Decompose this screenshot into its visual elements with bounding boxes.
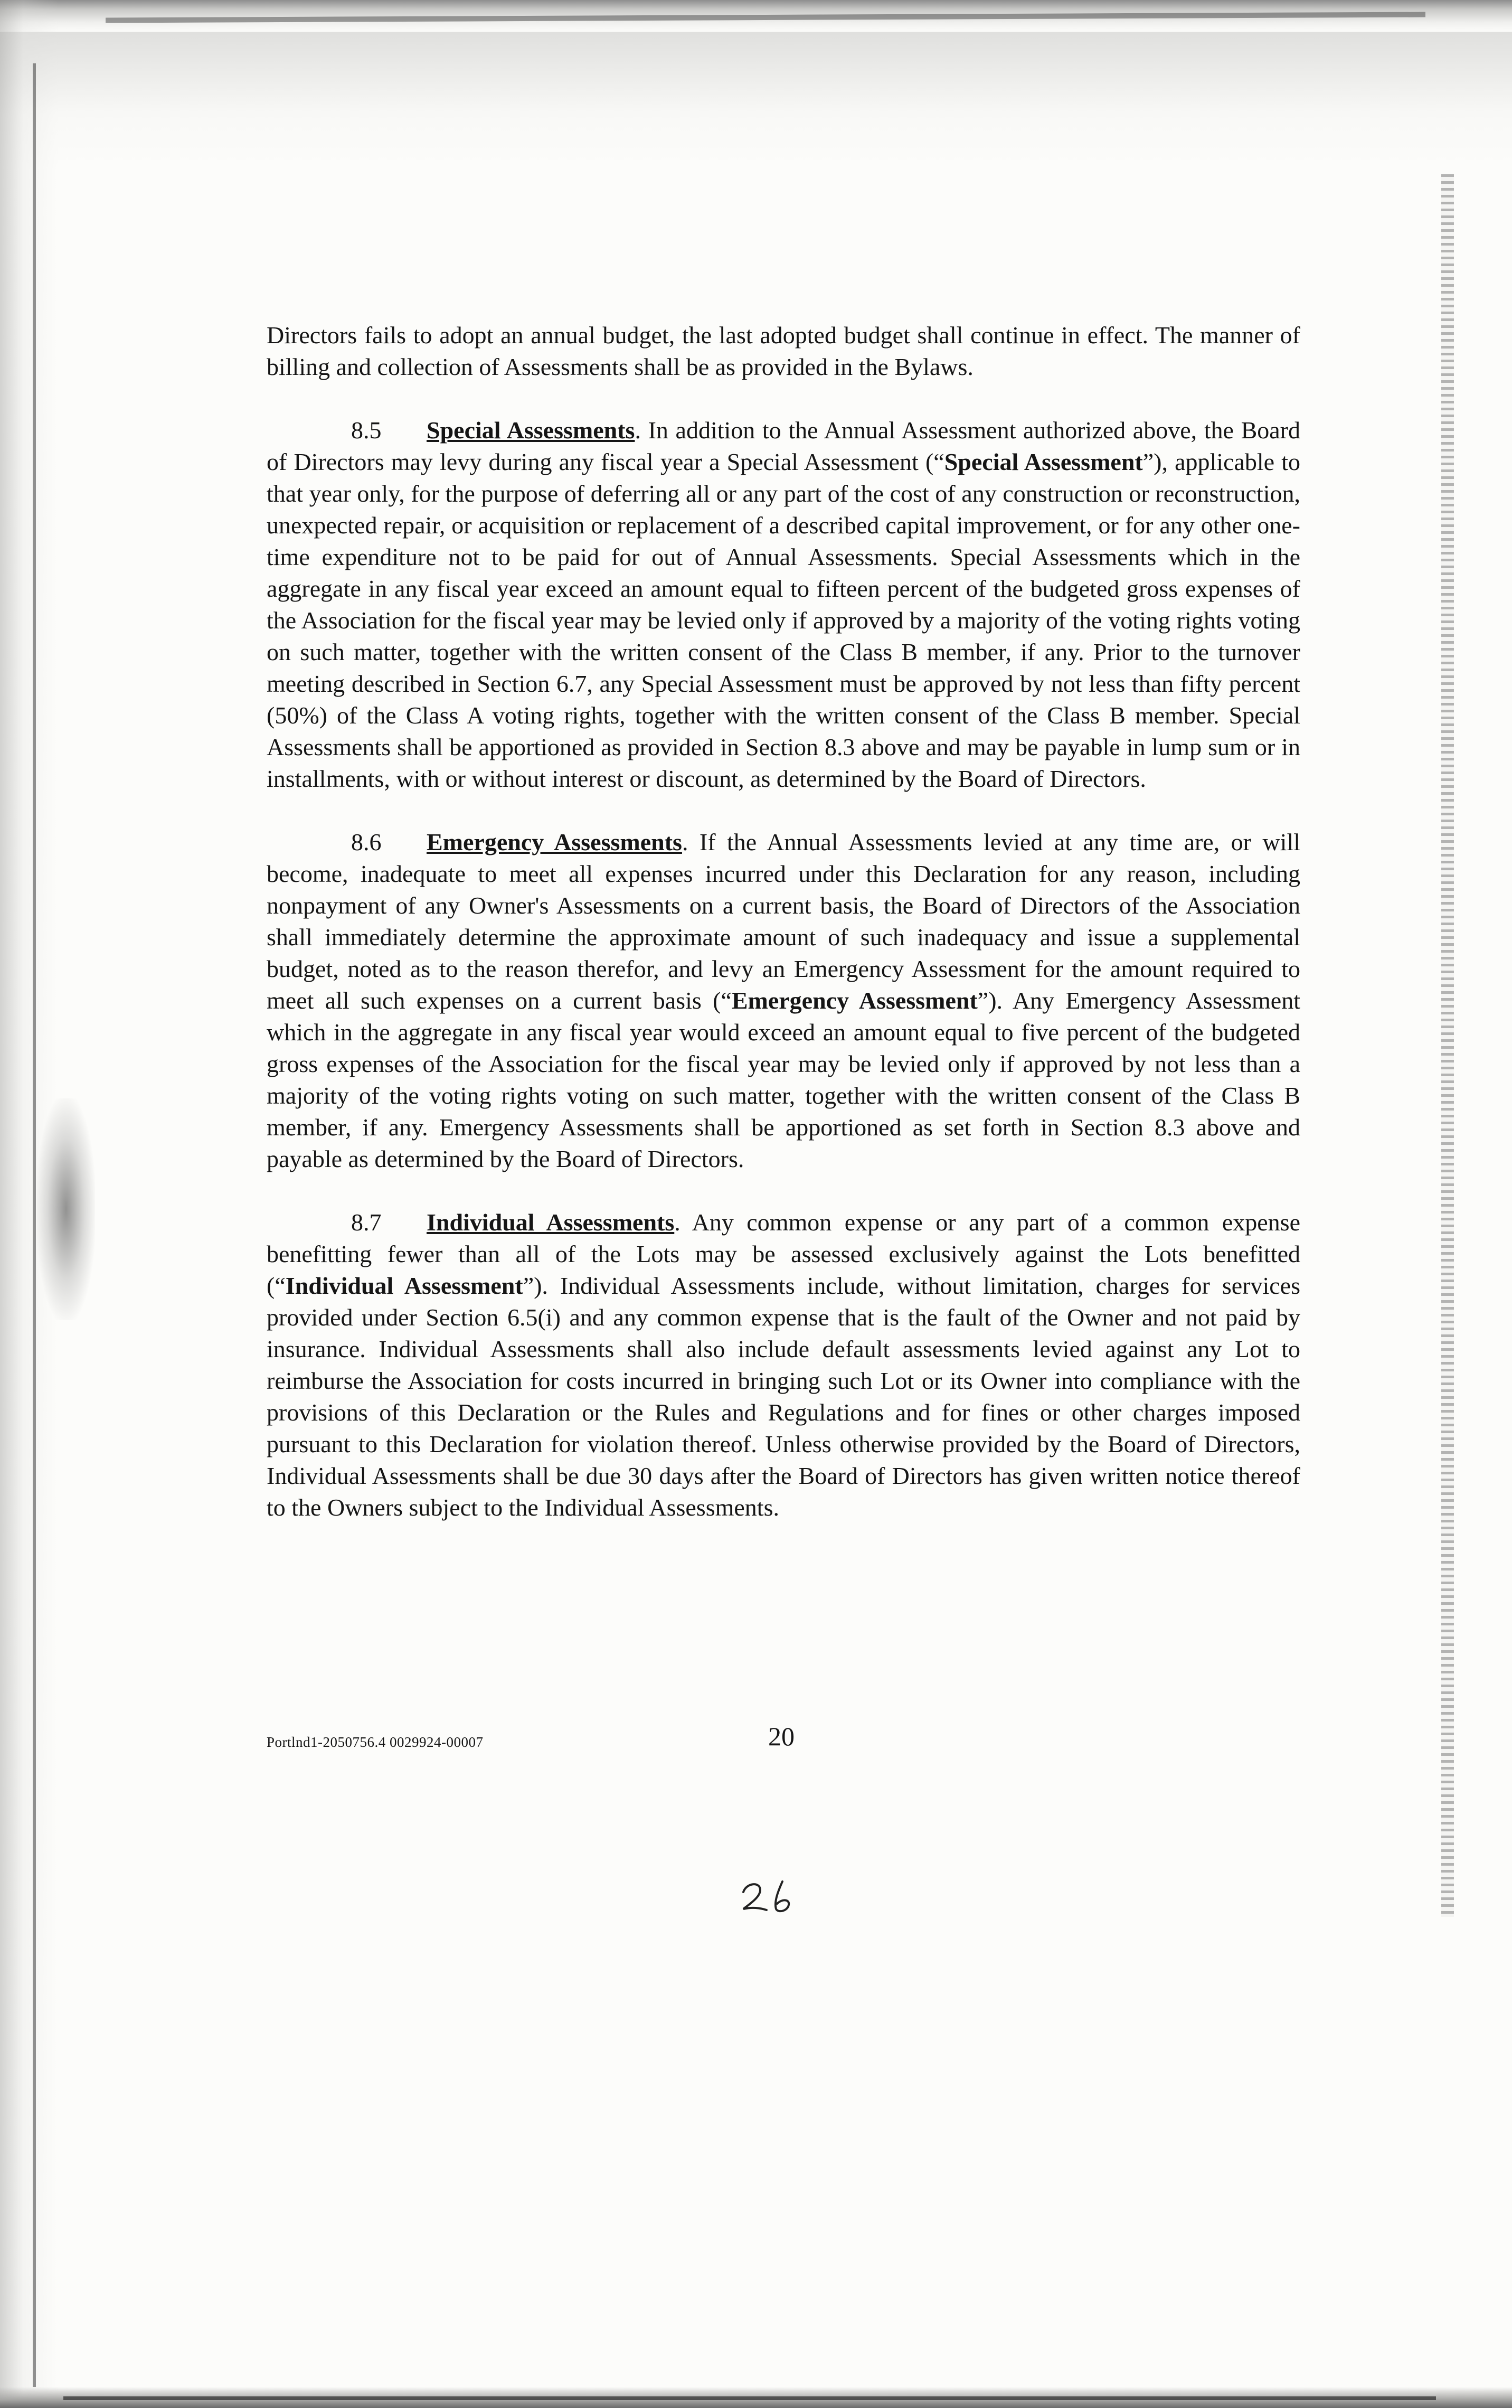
defined-term: Emergency Assessment bbox=[731, 987, 978, 1014]
section-8-5-paragraph bbox=[267, 415, 1300, 795]
document-body bbox=[267, 319, 1300, 1523]
section-text: ”), applicable to that year only, for the purpose of deferring all or any part of the cost of any construction or reconstruction, unexpected repair, or acquisition or replacement of a described capital improvement, or for any other one-time expenditure not to be paid for out of Annual Assessments. Special Assessments which in the aggregate in any fiscal year exceed an amount equal to fifteen percent of the budgeted gross expenses of the Association for the fiscal year may be levied only if approved by a majority of the voting rights voting on such matter, together with the written consent of the Class B member, if any. Prior to the turnover meeting described in Section 6.7, any Special Assessment must be approved by not less than fifty percent (50%) of the Class A voting rights, together with the written consent of the Class B member. Special Assessments shall be apportioned as provided in Section 8.3 above and may be payable in lump sum or in installments, with or without interest or discount, as determined by the Board of Directors. bbox=[267, 448, 1300, 792]
scan-left-streak bbox=[33, 63, 36, 2387]
scan-bottom-streak bbox=[63, 2396, 1436, 2400]
section-number: 8.5 bbox=[351, 417, 382, 444]
continuation-paragraph: Directors fails to adopt an annual budget, the last adopted budget shall continue in effect. The manner of billing and collection of Assessments shall be as provided in the Bylaws. bbox=[267, 322, 1300, 380]
section-8-6-paragraph bbox=[267, 826, 1300, 1175]
section-text: . Any common expense or any part of a common expense benefitting fewer than all of the Lots may be assessed exclusively against the Lots benefitted (“ bbox=[267, 1209, 1300, 1299]
section-text: ”). Individual Assessments include, without limitation, charges for services provided under Section 6.5(i) and any common expense that is the fault of the Owner and not paid by insurance. Individual Assessments shall also include default assessments levied against any Lot to reimburse the Association for costs incurred in bringing such Lot or its Owner into compliance with the provisions of this Declaration or the Rules and Regulations and for fines or other charges imposed pursuant to this Declaration for violation thereof. Unless otherwise provided by the Board of Directors, Individual Assessments shall be due 30 days after the Board of Directors has given written notice thereof to the Owners subject to the Individual Assessments. bbox=[267, 1272, 1300, 1521]
section-heading: Special Assessments bbox=[427, 417, 635, 444]
section-text: . If the Annual Assessments levied at any time are, or will become, inadequate to meet all expenses incurred under this Declaration for any reason, including nonpayment of any Owner's Assessments on a current basis, the Board of Directors of the Association shall immediately determine the approximate amount of such inadequacy and issue a supplemental budget, noted as to the reason therefor, and levy an Emergency Assessment for the amount required to meet all such expenses on a current basis (“ bbox=[267, 829, 1301, 1014]
scan-smudge bbox=[37, 1098, 95, 1320]
defined-term: Special Assessment bbox=[944, 448, 1143, 475]
scan-top-shadow bbox=[0, 32, 1512, 169]
handwritten-page-mark bbox=[739, 1877, 802, 1914]
section-heading: Individual Assessments bbox=[427, 1209, 675, 1236]
section-number: 8.6 bbox=[351, 829, 382, 855]
section-8-7-paragraph bbox=[267, 1207, 1300, 1523]
section-text: ”). Any Emergency Assessment which in the aggregate in any fiscal year would exceed an amount equal to five percent of the budgeted gross expenses of the Association for the fiscal year may be levied only if approved by not less than a majority of the voting rights voting on such matter, together with the written consent of the Class B member, if any. Emergency Assessments shall be apportioned as set forth in Section 8.3 above and payable as determined by the Board of Directors. bbox=[267, 987, 1301, 1172]
footer-document-reference: Portlnd1-2050756.4 0029924-00007 bbox=[267, 1734, 484, 1750]
section-heading: Emergency Assessments bbox=[427, 829, 682, 855]
section-number: 8.7 bbox=[351, 1209, 382, 1236]
section-text: . In addition to the Annual Assessment authorized above, the Board of Directors may levy during any fiscal year a Special Assessment (“ bbox=[267, 417, 1300, 475]
scan-right-edge bbox=[1441, 174, 1454, 1917]
defined-term: Individual Assessment bbox=[285, 1272, 523, 1299]
page-number: 20 bbox=[768, 1722, 795, 1751]
